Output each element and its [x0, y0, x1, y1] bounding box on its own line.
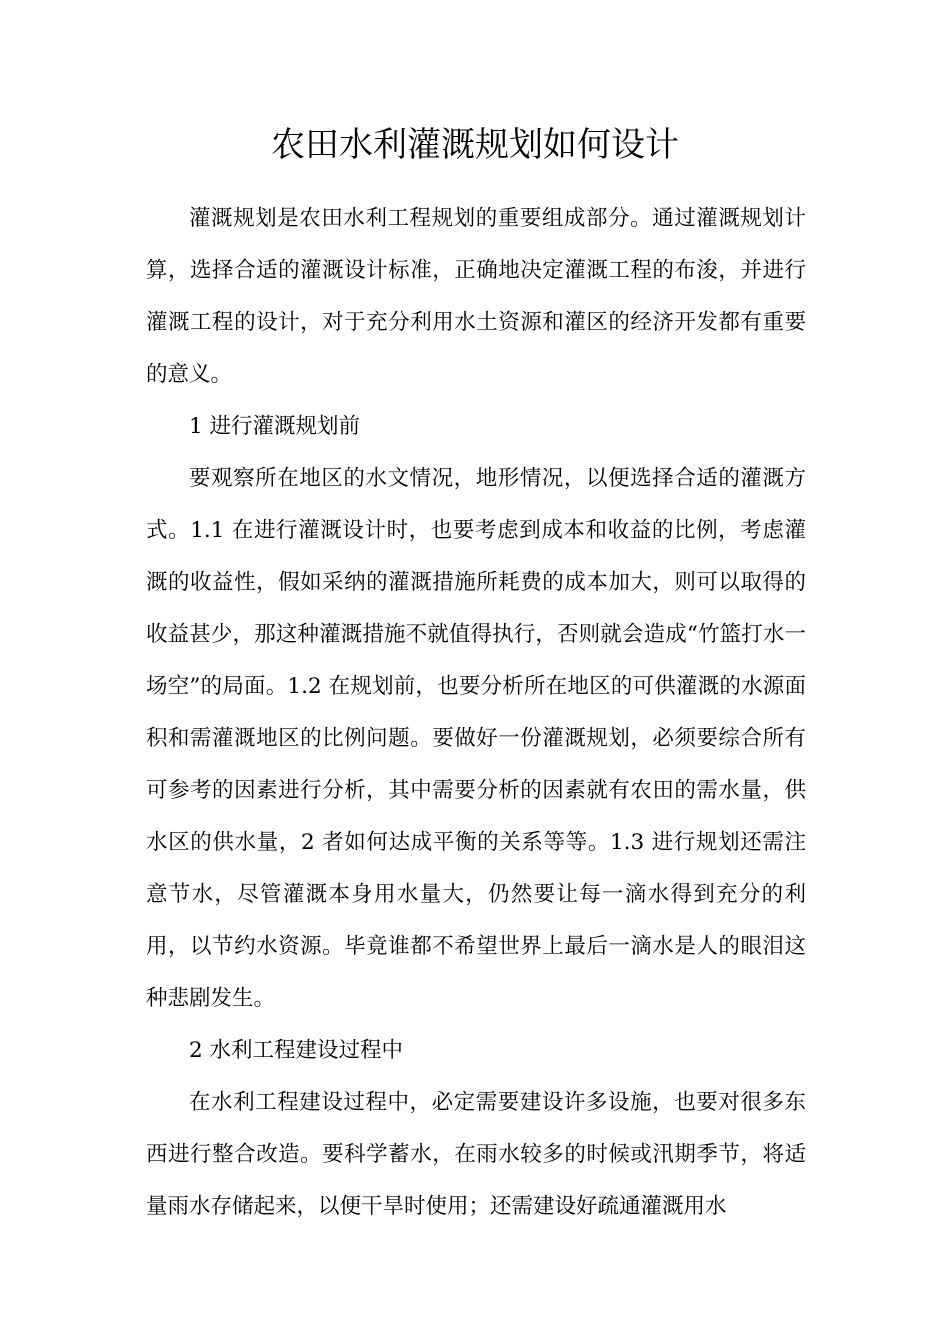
section-heading-1: 1 进行灌溉规划前 — [189, 414, 361, 439]
document-body — [146, 193, 806, 1233]
paragraph-section-1: 要观察所在地区的水文情况，地形情况，以便选择合适的灌溉方式。1.1 在进行灌溉设计时，也要考虑到成本和收益的比例，考虑灌溉的收益性，假如采纳的灌溉措施所耗费的成本加大，则可以取得的收益甚少，那这种灌溉措施不就值得执行，否则就会造成“竹篮打水一场空”的局面。1.2 在规划前，也要分析所在地区的可供灌溉的水源面积和需灌溉地区的比例问题。要做好一份灌溉规划，必须要综合所有可参考的因素进行分析，其中需要分析的因素就有农田的需水量，供水区的供水量，2 者如何达成平衡的关系等等。1.3 进行规划还需注意节水，尽管灌溉本身用水量大，仍然要让每一滴水得到充分的利用，以节约水资源。毕竟谁都不希望世界上最后一滴水是人的眼泪这种悲剧发生。 — [146, 466, 806, 1011]
document-title: 农田水利灌溉规划如何设计 — [271, 125, 679, 165]
section-heading-2: 2 水利工程建设过程中 — [189, 1038, 404, 1063]
paragraph-intro: 灌溉规划是农田水利工程规划的重要组成部分。通过灌溉规划计算，选择合适的灌溉设计标准，正确地决定灌溉工程的布浚，并进行灌溉工程的设计，对于充分利用水土资源和灌区的经济开发都有重要的意义。 — [146, 206, 806, 387]
paragraph-section-2: 在水利工程建设过程中，必定需要建设许多设施，也要对很多东西进行整合改造。要科学蓄水，在雨水较多的时候或汛期季节，将适量雨水存储起来，以便干旱时使用；还需建设好疏通灌溉用水 — [146, 1090, 806, 1219]
